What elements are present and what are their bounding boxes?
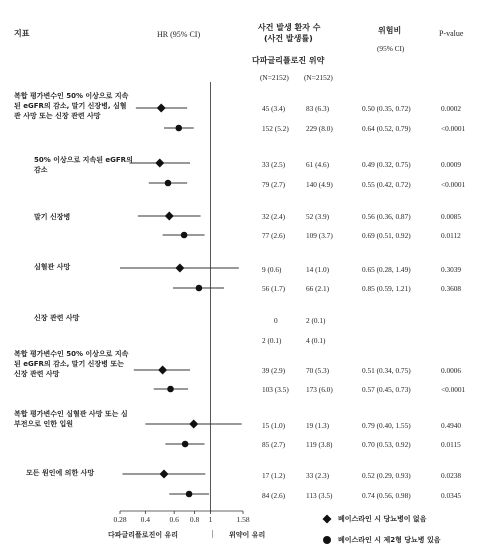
cell-hr-ci: 0.52 (0.29, 0.93): [362, 471, 411, 480]
cell-hr-ci: 0.49 (0.32, 0.75): [362, 160, 411, 169]
hr-diamond-marker: [189, 420, 198, 429]
cell-placebo-events: 19 (1.3): [306, 421, 330, 430]
cell-placebo-events: 4 (0.1): [306, 336, 326, 345]
cell-p-value: 0.0345: [441, 491, 462, 500]
hr-circle-marker: [182, 441, 189, 448]
cell-p-value: 0.4940: [441, 421, 462, 430]
cell-placebo-events: 83 (6.3): [306, 104, 330, 113]
hr-diamond-marker: [175, 264, 184, 273]
cell-hr-ci: 0.79 (0.40, 1.55): [362, 421, 411, 430]
cell-placebo-events: 229 (8.0): [306, 124, 333, 133]
cell-dapa-events: 0: [274, 316, 278, 325]
hr-circle-marker: [165, 180, 172, 187]
cell-dapa-events: 17 (1.2): [262, 471, 286, 480]
cell-hr-ci: 0.64 (0.52, 0.79): [362, 124, 411, 133]
cell-p-value: <0.0001: [441, 180, 466, 189]
cell-hr-ci: 0.69 (0.51, 0.92): [362, 231, 411, 240]
cell-p-value: 0.0009: [441, 160, 462, 169]
group-label-composite-cv-hf: 복합 평가변수인 심혈관 사망 또는 심부전으로 인한 입원: [14, 410, 128, 428]
legend-label-no-diabetes: 베이스라인 시 당뇨병이 없음: [338, 515, 427, 523]
cell-dapa-events: 152 (5.2): [262, 124, 289, 133]
group-label-composite-renal-cv: 복합 평가변수인 50% 이상으로 지속된 eGFR의 감소, 말기 신장병, 심혈관 사망 또는 신장 관련 사망: [14, 92, 129, 120]
cell-placebo-events: 173 (6.0): [306, 385, 333, 394]
circle-icon: [322, 535, 332, 545]
col-hr-header: HR (95% CI): [157, 30, 201, 39]
cell-hr-ci: 0.74 (0.56, 0.98): [362, 491, 411, 500]
cell-p-value: 0.0006: [441, 366, 462, 375]
hr-circle-marker: [186, 491, 193, 498]
group-label-renal-death: 신장 관련 사망: [34, 314, 80, 322]
legend-item-with-diabetes: [322, 535, 441, 545]
hr-diamond-marker: [157, 104, 166, 113]
group-label-cv-death: 심혈관 사망: [34, 263, 71, 271]
col-index-header: 지표: [14, 29, 30, 38]
group-label-composite-renal: 복합 평가변수인 50% 이상으로 지속된 eGFR의 감소, 말기 신장병 또는 신장 관련 사망: [14, 350, 129, 378]
cell-dapa-events: 15 (1.0): [262, 421, 286, 430]
cell-placebo-events: 113 (3.5): [306, 491, 333, 500]
cell-p-value: <0.0001: [441, 385, 466, 394]
cell-dapa-events: 32 (2.4): [262, 212, 286, 221]
x-tick-label: 0.28: [113, 515, 127, 524]
cell-dapa-events: 9 (0.6): [262, 265, 282, 274]
group-label-all-cause-death: 모든 원인에 의한 사망: [26, 469, 95, 477]
x-tick-label: 0.4: [140, 515, 151, 524]
cell-dapa-events: 56 (1.7): [262, 284, 286, 293]
cell-placebo-events: 70 (5.3): [306, 366, 330, 375]
favors-placebo-label: 위약이 유리: [229, 531, 266, 539]
col-risk-subheader: (95% CI): [377, 44, 405, 53]
cell-placebo-events: 33 (2.3): [306, 471, 330, 480]
favors-separator: |: [212, 529, 214, 538]
x-tick-label: 1.58: [236, 515, 250, 524]
cell-hr-ci: 0.70 (0.53, 0.92): [362, 440, 411, 449]
cell-placebo-events: 52 (3.9): [306, 212, 330, 221]
col-events-header-1: 사건 발생 환자 수: [258, 23, 321, 32]
cell-dapa-events: 2 (0.1): [262, 336, 282, 345]
hr-diamond-marker: [155, 159, 164, 168]
favors-dapa-label: 다파글리플로진이 유리: [108, 531, 179, 539]
cell-placebo-events: 61 (4.6): [306, 160, 330, 169]
cell-placebo-events: 119 (3.8): [306, 440, 333, 449]
cell-placebo-events: 14 (1.0): [306, 265, 330, 274]
cell-p-value: <0.0001: [441, 124, 466, 133]
col-events-header-2: (사건 발생률): [264, 34, 313, 43]
col-p-header: P-value: [439, 29, 464, 38]
hr-diamond-marker: [165, 212, 174, 221]
hr-circle-marker: [196, 285, 203, 292]
x-tick-label: 1: [208, 515, 213, 524]
cell-placebo-events: 109 (3.7): [306, 231, 333, 240]
hr-circle-marker: [175, 125, 182, 132]
group-label-eskd: 말기 신장병: [34, 213, 71, 221]
cell-dapa-events: 79 (2.7): [262, 180, 286, 189]
cell-p-value: 0.0085: [441, 212, 462, 221]
cell-dapa-events: 39 (2.9): [262, 366, 286, 375]
cell-dapa-events: 77 (2.6): [262, 231, 286, 240]
cell-p-value: 0.0002: [441, 104, 462, 113]
n-placebo: (N=2152): [304, 73, 333, 82]
cell-hr-ci: 0.85 (0.59, 1.21): [362, 284, 411, 293]
cell-p-value: 0.3039: [441, 265, 462, 274]
diamond-icon: [322, 514, 332, 524]
cell-dapa-events: 84 (2.6): [262, 491, 286, 500]
cell-dapa-events: 33 (2.5): [262, 160, 286, 169]
hr-diamond-marker: [160, 470, 169, 479]
hr-circle-marker: [167, 386, 174, 393]
cell-hr-ci: 0.55 (0.42, 0.72): [362, 180, 411, 189]
group-label-egfr-decline: 50% 이상으로 지속된 eGFR의 감소: [34, 156, 133, 174]
x-tick-label: 0.6: [169, 515, 179, 524]
col-risk-header: 위험비: [378, 26, 402, 35]
cell-dapa-events: 45 (3.4): [262, 104, 286, 113]
cell-dapa-events: 85 (2.7): [262, 440, 286, 449]
cell-p-value: 0.0112: [441, 231, 461, 240]
legend-label-with-diabetes: 베이스라인 시 제2형 당뇨병 있음: [338, 536, 441, 544]
cell-hr-ci: 0.50 (0.35, 0.72): [362, 104, 411, 113]
cell-hr-ci: 0.56 (0.36, 0.87): [362, 212, 411, 221]
n-dapa: (N=2152): [260, 73, 289, 82]
x-tick-label: 0.8: [189, 515, 200, 524]
cell-hr-ci: 0.51 (0.34, 0.75): [362, 366, 411, 375]
legend-item-no-diabetes: [322, 514, 426, 524]
cell-placebo-events: 140 (4.9): [306, 180, 333, 189]
cell-p-value: 0.3608: [441, 284, 462, 293]
cell-p-value: 0.0238: [441, 471, 462, 480]
cell-p-value: 0.0115: [441, 440, 461, 449]
cell-hr-ci: 0.57 (0.45, 0.73): [362, 385, 411, 394]
arm-header: 다파글리플로진 위약: [252, 56, 325, 65]
hr-circle-marker: [181, 232, 188, 239]
hr-diamond-marker: [158, 366, 167, 375]
cell-placebo-events: 2 (0.1): [306, 316, 326, 325]
cell-placebo-events: 66 (2.1): [306, 284, 330, 293]
cell-dapa-events: 103 (3.5): [262, 385, 289, 394]
cell-hr-ci: 0.65 (0.28, 1.49): [362, 265, 411, 274]
